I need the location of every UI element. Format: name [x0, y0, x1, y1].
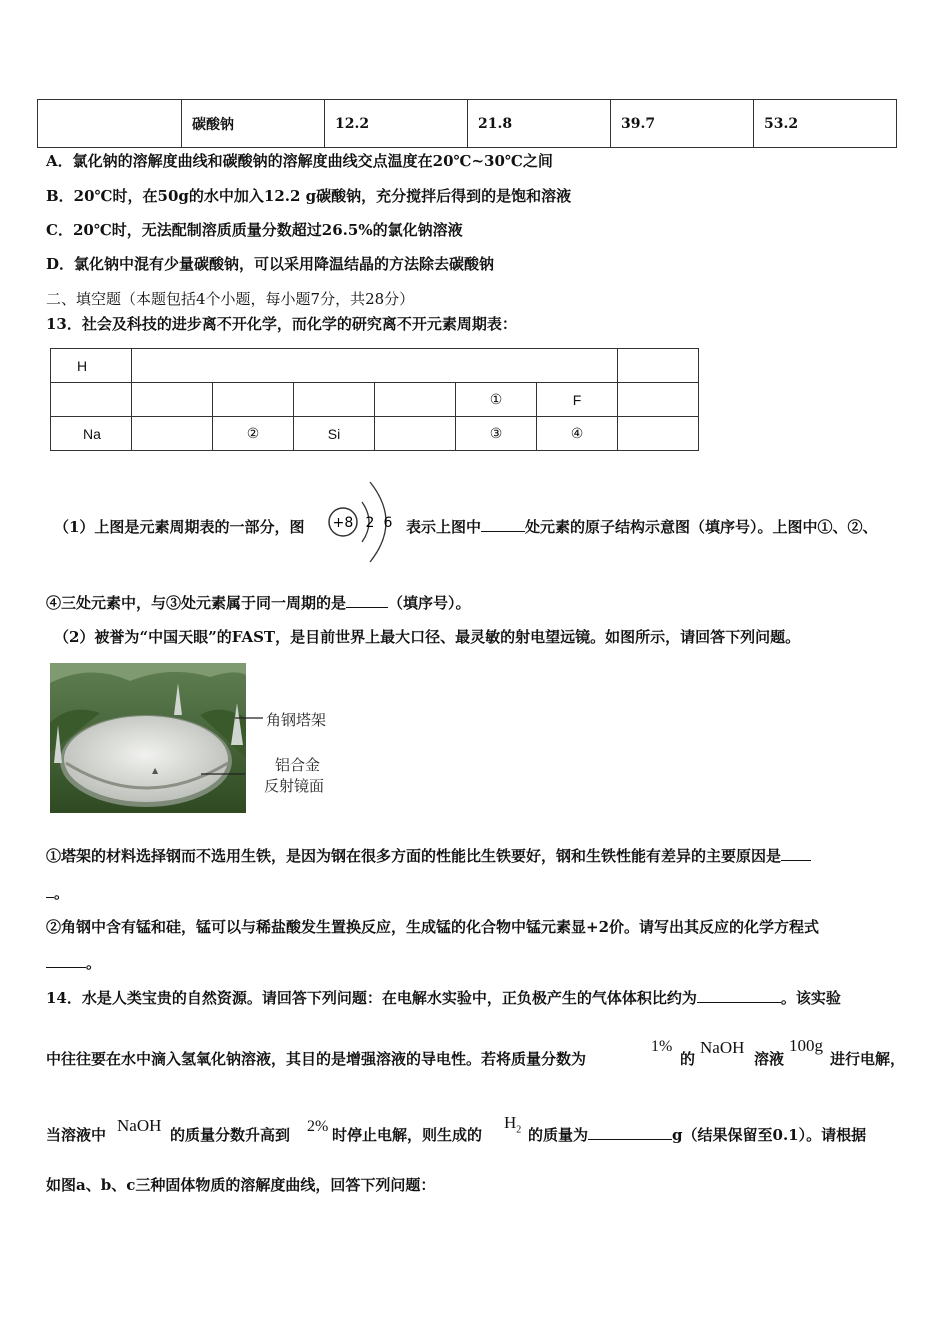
pct-1: 1% [651, 1038, 673, 1055]
q13-sub2-end [46, 952, 101, 973]
table-cell [51, 383, 132, 417]
text-span: 14．水是人类宝贵的自然资源。请回答下列问题：在电解水实验中，正负极产生的气体体积比约为 [46, 989, 697, 1007]
text-span: 处元素的原子结构示意图（填序号）。上图中①、②、 [525, 518, 878, 536]
q14-line3-c: 时停止电解，则生成的 [332, 1126, 483, 1144]
callout-lines [195, 700, 265, 800]
table-cell [132, 383, 213, 417]
table-cell: 碳酸钠 [182, 100, 325, 148]
q14-line2-solution: 溶液 [754, 1050, 785, 1068]
q14-line2-end: 进行电解， [830, 1050, 906, 1068]
q13-sub2: ②角钢中含有锰和硅，锰可以与稀盐酸发生置换反应，生成锰的化合物中锰元素显+2价。请写出其反应的化学方程式 [46, 918, 820, 936]
h2-subscript: 2 [516, 1124, 522, 1136]
mirror-label-1: 铝合金 [275, 756, 321, 774]
q13-part1-b [406, 516, 878, 537]
table-cell: H [51, 349, 132, 383]
h2-formula [504, 1113, 521, 1135]
table-cell [618, 349, 699, 383]
answer-blank[interactable] [588, 1125, 672, 1140]
option-d: D．氯化钠中混有少量碳酸钠，可以采用降温结晶的方法除去碳酸钠 [46, 255, 495, 273]
text-span: 。 [86, 954, 102, 972]
text-span: 。 [54, 884, 70, 902]
table-cell: 39.7 [611, 100, 754, 148]
table-cell [618, 417, 699, 451]
naoh-formula-1: NaOH [700, 1038, 745, 1057]
table-cell [213, 349, 294, 383]
table-row [51, 417, 699, 451]
table-cell [132, 417, 213, 451]
mass-100g: 100g [789, 1036, 823, 1055]
q14-line4: 如图a、b、c三种固体物质的溶解度曲线，回答下列问题： [46, 1176, 436, 1194]
text-span: ①塔架的材料选择钢而不选用生铁，是因为钢在很多方面的性能比生铁要好，钢和生铁性能有差异的主要原因是 [46, 847, 782, 865]
shell2-electrons: 6 [383, 515, 393, 531]
q13-part2: （2）被誉为“中国天眼”的FAST，是目前世界上最大口径、最灵敏的射电望远镜。如图所示，请回答下列问题。 [54, 628, 801, 646]
table-cell [618, 383, 699, 417]
option-a: A．氯化钠的溶解度曲线和碳酸钠的溶解度曲线交点温度在20℃~30℃之间 [46, 152, 553, 170]
tower-label: 角钢塔架 [266, 711, 327, 729]
table-cell [537, 349, 618, 383]
q14-line1 [46, 987, 841, 1008]
solubility-table [37, 99, 897, 148]
q14-line2: 中往往要在水中滴入氢氧化钠溶液，其目的是增强溶液的导电性。若将质量分数为 [46, 1050, 587, 1068]
answer-blank[interactable] [781, 846, 811, 861]
table-cell [456, 349, 537, 383]
table-cell: 12.2 [325, 100, 468, 148]
table-cell: ④ [537, 417, 618, 451]
table-cell [213, 383, 294, 417]
q13-sub1 [46, 845, 811, 866]
text-span: （填序号）。 [388, 594, 471, 612]
option-c: C．20℃时，无法配制溶质质量分数超过26.5%的氯化钠溶液 [46, 221, 463, 239]
shell1-electrons: 2 [365, 515, 375, 531]
table-cell: ③ [456, 417, 537, 451]
center-mark: ▲ [152, 766, 159, 775]
table-cell: ② [213, 417, 294, 451]
table-cell: 53.2 [754, 100, 897, 148]
pct-2: 2% [307, 1118, 329, 1135]
q13-part1-c [46, 592, 471, 613]
section-title: 二、填空题（本题包括4个小题，每小题7分，共28分） [46, 290, 415, 308]
answer-blank[interactable] [346, 593, 388, 608]
q13-intro: 13．社会及科技的进步离不开化学，而化学的研究离不开元素周期表： [46, 315, 517, 333]
table-cell [38, 100, 182, 148]
h-symbol: H [504, 1113, 517, 1132]
answer-blank[interactable] [46, 953, 86, 968]
text-span: ④三处元素中，与③处元素属于同一周期的是 [46, 594, 347, 612]
text-span: 。该实验 [780, 989, 841, 1007]
periodic-table-fragment [50, 348, 699, 451]
table-cell [132, 349, 213, 383]
table-cell: F [537, 383, 618, 417]
answer-blank[interactable] [481, 517, 525, 532]
atom-structure-diagram [326, 478, 400, 564]
table-row [51, 349, 699, 383]
mirror-label-2: 反射镜面 [264, 777, 325, 795]
nucleus-charge: +8 [332, 515, 354, 531]
q14-line3-a: 当溶液中 [46, 1126, 107, 1144]
table-cell: 21.8 [468, 100, 611, 148]
table-cell: Na [51, 417, 132, 451]
table-row [51, 383, 699, 417]
text-span: g（结果保留至0.1）。请根据 [672, 1126, 867, 1144]
table-cell [294, 383, 375, 417]
naoh-formula-2: NaOH [117, 1116, 162, 1135]
table-cell [375, 417, 456, 451]
option-b: B．20℃时，在50g的水中加入12.2 g碳酸钠，充分搅拌后得到的是饱和溶液 [46, 187, 572, 205]
q14-line3-b: 的质量分数升高到 [170, 1126, 291, 1144]
q13-part1-a: （1）上图是元素周期表的一部分，图 [54, 518, 305, 536]
table-cell [294, 349, 375, 383]
text-span: 表示上图中 [406, 518, 482, 536]
q13-sub1-end [46, 882, 69, 903]
table-row [38, 100, 897, 148]
text-span: 的质量为 [528, 1126, 589, 1144]
table-cell [375, 383, 456, 417]
q14-line3-d [528, 1124, 866, 1145]
answer-blank[interactable] [46, 883, 54, 898]
table-cell: Si [294, 417, 375, 451]
answer-blank[interactable] [697, 988, 781, 1003]
table-cell [375, 349, 456, 383]
q14-line2-de: 的 [680, 1050, 696, 1068]
table-cell: ① [456, 383, 537, 417]
